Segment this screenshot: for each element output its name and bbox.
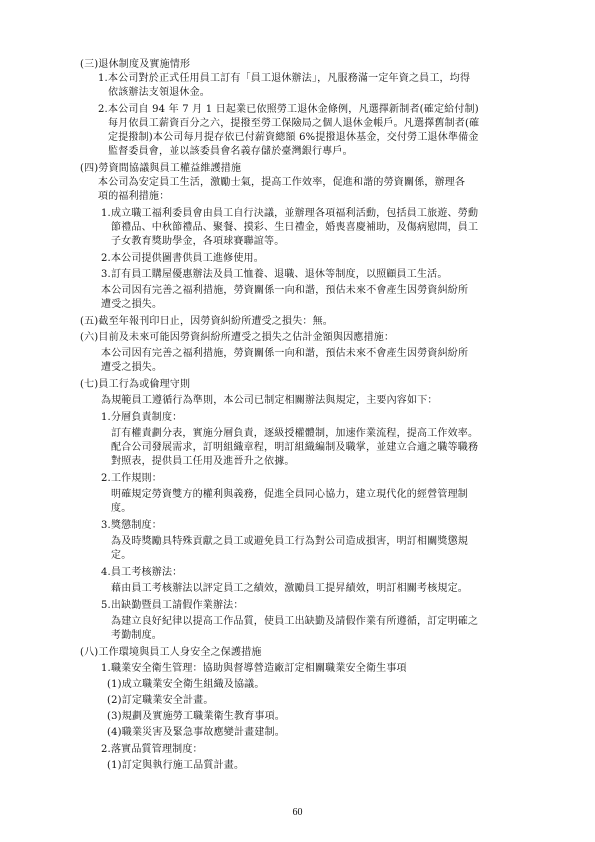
paragraph-line: 訂有權責劃分表，實施分層負責，逐級授權體制，加速作業流程，提高工作效率。	[111, 428, 479, 439]
paragraph-line: 配合公司發展需求，訂明組織章程，明訂組織編制及職掌，並建立合適之職等職務	[111, 442, 479, 453]
sub-list-item: (4)職業災害及緊急事故應變計畫建制。	[107, 727, 285, 738]
list-item: 3.獎懲制度：	[101, 520, 162, 531]
paragraph-line: 遭受之損失。	[101, 362, 163, 373]
paragraph-line: 度。	[111, 503, 132, 514]
list-item: 2.本公司自 94 年 7 月 1 日起業已依照勞工退休金條例，凡選擇新制者(確定給付制)	[98, 104, 479, 115]
paragraph-line: 節禮品、中秋節禮品、聚餐、摸彩、生日禮金，婚喪喜慶補助，及傷病慰問，員工	[111, 222, 479, 233]
list-item: 5.出缺勤暨員工請假作業辦法：	[101, 600, 244, 611]
sub-list-item: (1)成立職業安全衛生組織及協議。	[107, 679, 265, 690]
paragraph-line: 為建立良好紀律以提高工作品質，使員工出缺勤及請假作業有所遵循，訂定明確之	[111, 616, 479, 627]
sub-list-item: (3)規劃及實施勞工職業衛生教育事項。	[107, 711, 285, 722]
section-heading: (六)目前及未來可能因勞資糾紛所遭受之損失之估計金額與因應措施：	[80, 332, 395, 343]
paragraph-line: 本公司為安定員工生活，激勵士氣，提高工作效率，促進和諧的勞資關係，辦理各	[98, 177, 466, 188]
section-heading: (四)勞資間協議與員工權益維護措施	[80, 163, 242, 174]
section-heading: (五)截至年報刊印日止，因勞資糾紛所遭受之損失：無。	[80, 316, 334, 327]
list-item: 2.落實品質管理制度：	[101, 744, 203, 755]
sub-list-item: (1)訂定與執行施工品質計畫。	[107, 760, 245, 771]
paragraph-line: 為規範員工遵循行為準則，本公司已制定相關辦法與規定，主要內容如下：	[101, 395, 438, 406]
section-heading: (八)工作環境與員工人身安全之保護措施	[80, 647, 262, 658]
paragraph-line: 監督委員會，並以該委員會名義存儲於臺灣銀行專戶。	[108, 146, 353, 157]
section-heading: (三)退休制度及實施情形	[80, 59, 191, 70]
paragraph-line: 考勤制度。	[111, 630, 162, 641]
list-item: 1.成立職工福利委員會由員工自行決議，並辦理各項福利活動，包括員工旅遊、勞動	[101, 208, 479, 219]
paragraph-line: 定提撥制)本公司每月提存依已付薪資總額 6%提撥退休基金，交付勞工退休準備金	[108, 132, 479, 143]
list-item: 1.本公司對於正式任用員工訂有「員工退休辦法」，凡服務滿一定年資之員工，均得	[98, 73, 471, 84]
page-number: 60	[292, 807, 303, 818]
list-item: 2.工作規則：	[101, 473, 162, 484]
paragraph-line: 定。	[111, 550, 132, 561]
paragraph-line: 子女教育獎助學金，各項球賽聯誼等。	[111, 236, 285, 247]
paragraph-line: 對照表，提供員工任用及進晉升之依據。	[111, 456, 295, 467]
list-item: 1.分層負責制度：	[101, 412, 183, 423]
list-item: 3.訂有員工購屋優惠辦法及員工恤養、退職、退休等制度，以照顧員工生活。	[101, 269, 448, 280]
paragraph-line: 依該辦法支領退休金。	[108, 87, 210, 98]
sub-list-item: (2)訂定職業安全計畫。	[107, 695, 214, 706]
paragraph-line: 遭受之損失。	[101, 299, 163, 310]
list-item: 2.本公司提供圖書供員工進修使用。	[101, 253, 264, 264]
paragraph-line: 每月依員工薪資百分之六，提撥至勞工保險局之個人退休金帳戶。凡選擇舊制者(確	[108, 118, 480, 129]
paragraph-line: 本公司因有完善之福利措施，勞資關係一向和諧，預估未來不會產生因勞資糾紛所	[101, 285, 469, 296]
paragraph-line: 藉由員工考核辦法以評定員工之績效，激勵員工提昇績效，明訂相關考核規定。	[111, 583, 468, 594]
list-item: 4.員工考核辦法：	[101, 567, 183, 578]
section-heading: (七)員工行為或倫理守則	[80, 379, 191, 390]
list-item: 1.職業安全衛生管理：協助與督導營造廠訂定相關職業安全衛生事項	[101, 663, 407, 674]
paragraph-line: 明確規定勞資雙方的權利與義務，促進全員同心協力，建立現代化的經營管理制	[111, 489, 468, 500]
paragraph-line: 項的福利措施：	[98, 191, 170, 202]
paragraph-line: 本公司因有完善之福利措施，勞資關係一向和諧，預估未來不會產生因勞資糾紛所	[101, 348, 469, 359]
paragraph-line: 為及時獎勵具特殊貢獻之員工或避免員工行為對公司造成損害，明訂相關獎懲規	[111, 536, 468, 547]
